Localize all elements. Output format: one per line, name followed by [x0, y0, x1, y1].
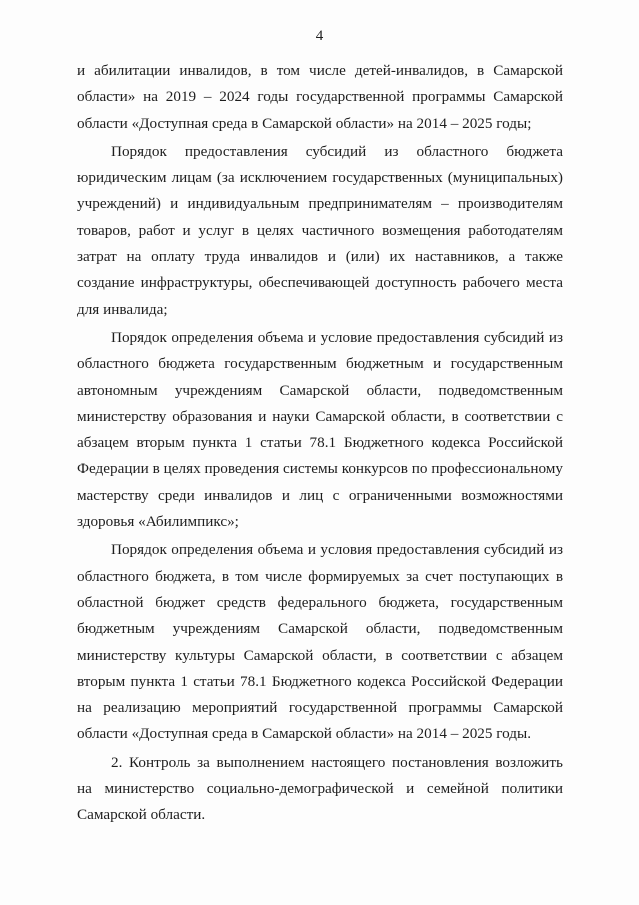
paragraph-subsidy-procedure-employers: Порядок предоставления субсидий из областного бюджета юридическим лицам (за исключением государственных (муниципальных) учреждений) и индивидуальным предпринимателям – производителям товаров, работ и услуг в целях частичного возмещения работодателям затрат на оплату труда инвалидов и (или) их наставников, а также создание инфраструктуры, обеспечивающей доступность рабочего места для инвалида; — [77, 142, 563, 318]
document-body — [77, 58, 563, 829]
paragraph-subsidy-procedure-culture: Порядок определения объема и условия предоставления субсидий из областного бюджета, в том числе формируемых за счет поступающих в областной бюджет средств федерального бюджета, государственным бюджетным учреждениям Самарской области, подведомственным министерству культуры Самарской области, в соответствии с абзацем вторым пункта 1 статьи 78.1 Бюджетного кодекса Российской Федерации на реализацию мероприятий государственной программы Самарской области «Доступная среда в Самарской области» на 2014 – 2025 годы. — [77, 541, 563, 743]
page-number: 4 — [315, 28, 324, 44]
paragraph-continuation: и абилитации инвалидов, в том числе детей-инвалидов, в Самарской области» на 2019 – 2024 годы государственной программы Самарской области «Доступная среда в Самарской области» на 2014 – 2025 годы; — [77, 62, 563, 132]
paragraph-control-clause: 2. Контроль за выполнением настоящего постановления возложить на министерство социально-демографической и семейной политики Самарской области. — [77, 753, 563, 824]
paragraph-subsidy-procedure-education: Порядок определения объема и условие предоставления субсидий из областного бюджета государственным бюджетным и государственным автономным учреждениям Самарской области, подведомственным министерству образования и науки Самарской области, в соответствии с абзацем вторым пункта 1 статьи 78.1 Бюджетного кодекса Российской Федерации в целях проведения системы конкурсов по профессиональному мастерству среди инвалидов и лиц с ограниченными возможностями здоровья «Абилимпикс»; — [77, 328, 563, 531]
